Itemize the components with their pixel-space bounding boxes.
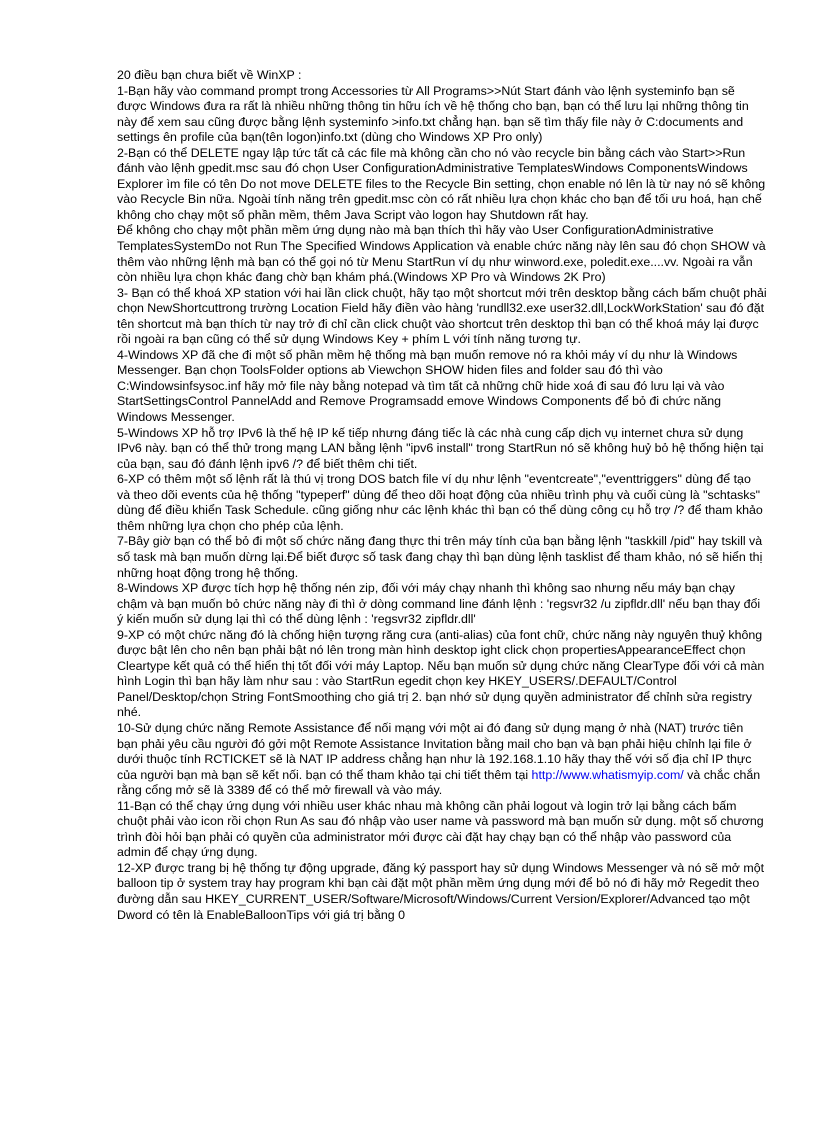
paragraph-6: 6-XP có thêm một số lệnh rất là thú vị trong DOS batch file ví dụ như lệnh "eventcreate","eventtriggers" dùng để tạo và theo dõi events của hệ thống "typeperf" dùng để theo dõi hoạt động của nhiều trình phụ và cuối cùng là "schtasks" dùng để điều khiển Task Schedule. cũng giống như các lệnh khác thì bạn có thể dùng công cụ hỗ trợ /? để tham khảo thêm những lựa chọn cho phép của lệnh. — [117, 472, 763, 533]
paragraph-2: 2-Bạn có thể DELETE ngay lập tức tất cả các file mà không cần cho nó vào recycle bin bằng cách vào Start>>Run đánh vào lệnh gpedit.msc sau đó chọn User ConfigurationAdministrative TemplatesWindows ComponentsWindows Explorer ìm file có tên Do not move DELETE files to the Recycle Bin setting, chọn enable nó lên là từ nay nó sẽ không vào Recycle Bin nữa. Ngoài tính năng trên gpedit.msc còn có rất nhiều lựa chọn khác cho bạn để tối ưu hoá, hạn chế không cho chạy một số phần mềm, thêm Java Script vào logon hay Shutdown rất hay. — [117, 145, 766, 222]
document-title: 20 điều bạn chưa biết về WinXP : — [117, 68, 302, 82]
paragraph-9: 9-XP có một chức năng đó là chống hiện tượng răng cưa (anti-alias) của font chữ, chức năng này nguyên thuỷ không được bật lên cho nên bạn phải bật nó lên trong màn hình desktop ight click chọn propertiesAppearanceEffect chọn Cleartype kết quả có thể hiển thị tốt đối với máy Laptop. Nếu bạn muốn sử dụng chức năng ClearType đối với cả màn hình Login thì bạn hãy làm như sau : vào StartRun egedit chọn key HKEY_USERS/.DEFAULT/Control Panel/Desktop/chọn String FontSmoothing cho giá trị 2. bạn nhớ sử dụng quyền administrator để chỉnh sửa registry nhé. — [117, 627, 765, 720]
paragraph-12: 12-XP được trang bị hệ thống tự động upgrade, đăng ký passport hay sử dụng Windows Messenger và nó sẽ mở một balloon tip ở system tray hay program khi bạn cài đặt một phần mềm ứng dụng mới để bỏ nó đi hãy mở Regedit theo đường dẫn sau HKEY_CURRENT_USER/Software/Microsoft/Windows/Current Version/Explorer/Advanced tạo một Dword có tên là EnableBalloonTips với giá trị bằng 0 — [117, 860, 765, 922]
paragraph-1: 1-Bạn hãy vào command prompt trong Accessories từ All Programs>>Nút Start đánh vào lệnh systeminfo bạn sẽ được Windows đưa ra rất là nhiều những thông tin hữu ích về hệ thống cho bạn, bạn có thể lưu lại những thông tin này để xem sau cũng được bằng lệnh systeminfo >info.txt chẳng hạn. bạn sẽ tìm thấy file này ở C:documents and settings ên profile của bạn(tên logon)info.txt (dùng cho Windows XP Pro only) — [117, 83, 749, 145]
paragraph-3: 3- Bạn có thể khoá XP station với hai lần click chuột, hãy tạo một shortcut mới trên desktop bằng cách bấm chuột phải chọn NewShortcuttrong trường Location Field hãy điền vào hàng 'rundll32.exe user32.dll,LockWorkStation' sau đó đặt tên shortcut mà bạn thích từ nay trở đi chỉ cần click chuột vào shortcut trên desktop thì bạn có thể khoá máy lại được rồi ngoài ra bạn cũng có thể sử dụng Windows Key + phím L với tính năng tương tự. — [117, 285, 767, 347]
paragraph-4: 4-Windows XP đã che đi một số phần mềm hệ thống mà bạn muốn remove nó ra khỏi máy ví dụ như là Windows Messenger. Bạn chọn ToolsFolder options ab Viewchọn SHOW hiden files and folder sau đó thì vào C:Windowsinfsysoc.inf hãy mở file này bằng notepad và tìm tất cả những chữ hide xoá đi sau đó lưu lại và vào StartSettingsControl PannelAdd and Remove Programsadd emove Windows Components để bỏ đi chức năng Windows Messenger. — [117, 347, 738, 425]
paragraph-8: 8-Windows XP được tích hợp hệ thống nén zip, đối với máy chạy nhanh thì không sao nhưng nếu máy bạn chạy chậm và bạn muốn bỏ chức năng này đi thì ở dòng command line đánh lệnh : 'regsvr32 /u zipfldr.dll' nếu bạn thay đổi ý kiến muốn sử dụng lại thì có thể dùng lệnh : 'regsvr32 zipfldr.dll' — [117, 581, 761, 627]
paragraph-10-text-after: và chắc chắn rằng cổng mở sẽ là 3389 để có thể mở firewall và vào máy. — [117, 767, 761, 798]
paragraph-10-text-before: 10-Sử dụng chức năng Remote Assistance để nối mạng với một ai đó đang sử dụng mạng ở nhà (NAT) trước tiên bạn phải yêu cầu người đó gởi một Remote Assistance Invitation bằng mail cho bạn và bạn phải hiệu chỉnh lại file ở dưới thuộc tính RCTICKET sẽ là NAT IP address chẳng hạn như là 192.168.1.10 hãy thay thế với số địa chỉ IP thực của người bạn mà bạn sẽ kết nối. bạn có thể tham khảo tại chi tiết thêm tại — [117, 720, 752, 782]
paragraph-2-extra: Để không cho chạy một phần mềm ứng dụng nào mà bạn thích thì hãy vào User ConfigurationAdministrative TemplatesSystemDo not Run The Specified Windows Application và enable chức năng này lên sau đó chọn SHOW và thêm vào những lệnh mà bạn có thể gọi nó từ Menu StartRun ví dụ như winword.exe, poledit.exe....vv. Ngoài ra vẫn còn nhiều lựa chọn khác đang chờ bạn khám phá.(Windows XP Pro và Windows 2K Pro) — [117, 223, 766, 285]
paragraph-7: 7-Bây giờ bạn có thể bỏ đi một số chức năng đang thực thi trên máy tính của bạn bằng lệnh "taskkill /pid" hay tskill và số task mà bạn muốn dừng lại.Để biết được số task đang chạy thì bạn dùng lệnh tasklist để tham khảo, nó sẽ hiển thị những hoạt động trong hệ thống. — [117, 534, 763, 580]
paragraph-10 — [117, 721, 767, 799]
paragraph-5: 5-Windows XP hỗ trợ IPv6 là thế hệ IP kế tiếp nhưng đáng tiếc là các nhà cung cấp dịch vụ internet chưa sử dụng IPv6 này. bạn có thể thử trong mạng LAN bằng lệnh "ipv6 install" trong StartRun nó sẽ không huỷ bỏ hệ thống hiện tại của bạn, sau đó đánh lệnh ipv6 /? để biết thêm chi tiết. — [117, 425, 764, 471]
document-body — [117, 68, 767, 923]
paragraph-11: 11-Bạn có thể chạy ứng dụng với nhiều user khác nhau mà không cần phải logout và login trở lại bằng cách bấm chuột phải vào icon rồi chọn Run As sau đó nhập vào user name và password mà bạn muốn sử dụng. một số chương trình đòi hỏi bạn phải có quyền của administrator mới được cài đặt hay chạy bạn có thể nhập vào password của admin để chạy ứng dụng. — [117, 798, 764, 860]
whatismyip-link[interactable]: http://www.whatismyip.com/ — [531, 767, 684, 782]
